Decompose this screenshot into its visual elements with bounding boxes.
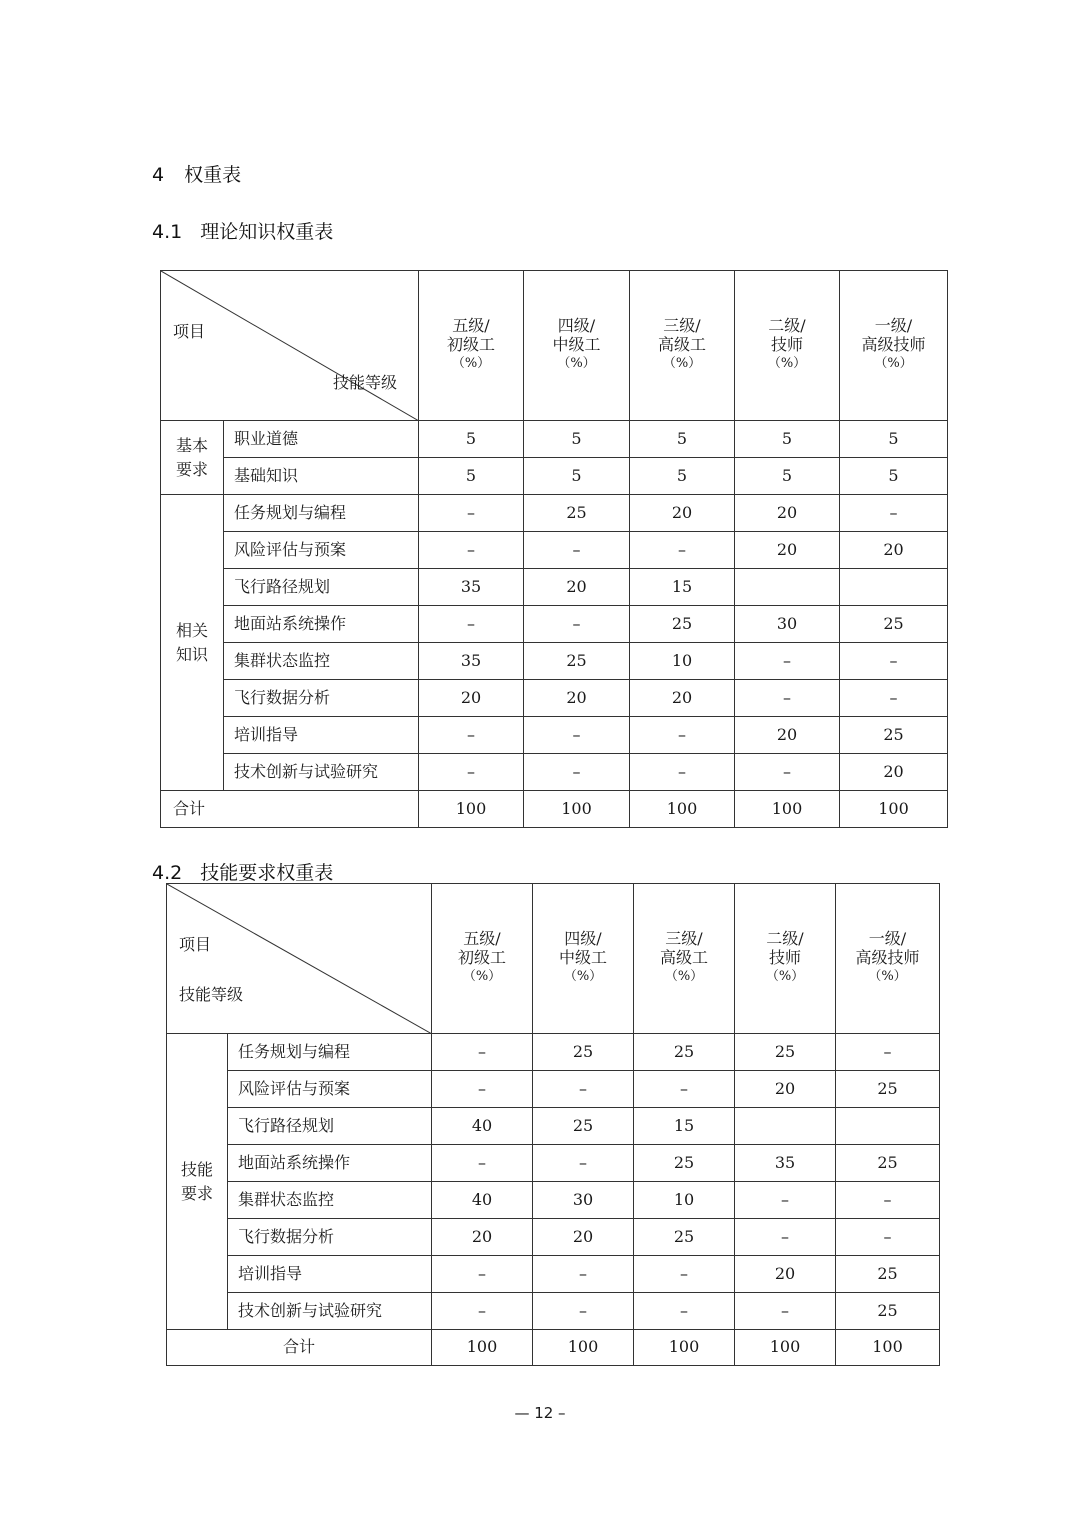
cell-value: 20 — [735, 532, 840, 569]
row-label: 飞行数据分析 — [224, 680, 419, 717]
cell-value: – — [735, 1219, 836, 1256]
cell-value: 5 — [630, 421, 735, 458]
cell-value: 25 — [524, 495, 630, 532]
cell-value: – — [735, 680, 840, 717]
cell-value: – — [419, 532, 524, 569]
table-row — [161, 754, 948, 791]
cell-value: 25 — [836, 1256, 940, 1293]
cell-value: 20 — [840, 754, 948, 791]
skill-weight-table — [166, 883, 940, 1366]
table-row — [167, 1071, 940, 1108]
table-row — [167, 1145, 940, 1182]
total-value: 100 — [735, 1330, 836, 1366]
cell-value: 20 — [735, 717, 840, 754]
row-label: 基础知识 — [224, 458, 419, 495]
cell-value — [735, 1108, 836, 1145]
cell-value: – — [419, 754, 524, 791]
cell-value: 25 — [533, 1108, 634, 1145]
table-row — [167, 1108, 940, 1145]
cell-value: – — [432, 1256, 533, 1293]
cell-value: 25 — [836, 1145, 940, 1182]
level-header: 四级/ 中级工 （%） — [533, 884, 634, 1034]
table-row — [167, 1256, 940, 1293]
total-row — [167, 1330, 940, 1366]
cell-value: 30 — [735, 606, 840, 643]
table-row — [161, 532, 948, 569]
theory-weight-table — [160, 270, 948, 828]
table-row — [167, 1293, 940, 1330]
corner-level-label: 技能等级 — [179, 985, 244, 1004]
level-header: 一级/ 高级技师 （%） — [836, 884, 940, 1034]
cell-value: – — [533, 1256, 634, 1293]
cell-value: – — [432, 1293, 533, 1330]
group-skill-requirements: 技能 要求 — [167, 1034, 228, 1330]
cell-value: 40 — [432, 1182, 533, 1219]
level-header: 一级/ 高级技师 （%） — [840, 271, 948, 421]
total-value: 100 — [735, 791, 840, 828]
cell-value: 35 — [419, 643, 524, 680]
cell-value: 5 — [419, 458, 524, 495]
theory-table-number: 4.1 — [152, 221, 183, 243]
total-value: 100 — [634, 1330, 735, 1366]
table-row — [161, 421, 948, 458]
row-label: 地面站系统操作 — [228, 1145, 432, 1182]
cell-value: – — [432, 1145, 533, 1182]
table-row — [161, 643, 948, 680]
cell-value: 10 — [630, 643, 735, 680]
cell-value: 20 — [524, 680, 630, 717]
cell-value: – — [524, 754, 630, 791]
group-related-knowledge: 相关 知识 — [161, 495, 224, 791]
cell-value: 5 — [735, 458, 840, 495]
row-label: 技术创新与试验研究 — [228, 1293, 432, 1330]
cell-value: – — [419, 495, 524, 532]
cell-value: – — [524, 532, 630, 569]
cell-value: – — [634, 1256, 735, 1293]
cell-value: 10 — [634, 1182, 735, 1219]
cell-value: 20 — [524, 569, 630, 606]
cell-value: 35 — [735, 1145, 836, 1182]
row-label: 任务规划与编程 — [228, 1034, 432, 1071]
cell-value: 25 — [836, 1071, 940, 1108]
cell-value — [836, 1108, 940, 1145]
row-label: 职业道德 — [224, 421, 419, 458]
cell-value — [735, 569, 840, 606]
cell-value: 5 — [840, 458, 948, 495]
cell-value: 40 — [432, 1108, 533, 1145]
level-header: 四级/ 中级工 （%） — [524, 271, 630, 421]
cell-value: 20 — [630, 680, 735, 717]
total-value: 100 — [840, 791, 948, 828]
cell-value: – — [419, 717, 524, 754]
total-value: 100 — [533, 1330, 634, 1366]
cell-value: 25 — [630, 606, 735, 643]
cell-value: 20 — [840, 532, 948, 569]
cell-value: – — [840, 680, 948, 717]
corner-diagonal — [167, 884, 432, 1034]
cell-value: – — [432, 1071, 533, 1108]
skill-table-heading — [152, 858, 333, 885]
header-corner — [167, 884, 432, 1034]
table-row — [161, 495, 948, 532]
table-row — [161, 606, 948, 643]
cell-value: – — [735, 643, 840, 680]
level-header: 五级/ 初级工 （%） — [432, 884, 533, 1034]
row-label: 培训指导 — [228, 1256, 432, 1293]
table-row — [167, 1034, 940, 1071]
cell-value: 20 — [735, 495, 840, 532]
cell-value: – — [419, 606, 524, 643]
table-row — [161, 717, 948, 754]
cell-value: 25 — [634, 1034, 735, 1071]
table-row — [161, 458, 948, 495]
cell-value: 25 — [735, 1034, 836, 1071]
table-row — [167, 1182, 940, 1219]
cell-value: 25 — [524, 643, 630, 680]
cell-value: 15 — [634, 1108, 735, 1145]
row-label: 飞行数据分析 — [228, 1219, 432, 1256]
total-value: 100 — [630, 791, 735, 828]
section-number: 4 — [152, 164, 165, 186]
section-title: 权重表 — [184, 164, 242, 186]
row-label: 飞行路径规划 — [228, 1108, 432, 1145]
skill-table-title: 技能要求权重表 — [200, 862, 334, 884]
cell-value: – — [533, 1145, 634, 1182]
cell-value: – — [630, 532, 735, 569]
cell-value: 15 — [630, 569, 735, 606]
cell-value: 35 — [419, 569, 524, 606]
cell-value: – — [630, 754, 735, 791]
cell-value: – — [735, 1293, 836, 1330]
skill-table-number: 4.2 — [152, 862, 183, 884]
cell-value: – — [634, 1071, 735, 1108]
cell-value: 5 — [524, 421, 630, 458]
cell-value: 20 — [630, 495, 735, 532]
cell-value: 20 — [419, 680, 524, 717]
corner-item-label: 项目 — [173, 322, 206, 341]
cell-value: – — [634, 1293, 735, 1330]
row-label: 地面站系统操作 — [224, 606, 419, 643]
cell-value: – — [840, 495, 948, 532]
row-label: 任务规划与编程 — [224, 495, 419, 532]
cell-value: – — [432, 1034, 533, 1071]
cell-value: 30 — [533, 1182, 634, 1219]
total-label: 合计 — [161, 791, 419, 828]
cell-value: – — [533, 1071, 634, 1108]
cell-value: – — [836, 1219, 940, 1256]
cell-value: 25 — [634, 1219, 735, 1256]
cell-value: 25 — [533, 1034, 634, 1071]
total-value: 100 — [836, 1330, 940, 1366]
theory-table-heading — [152, 217, 333, 244]
cell-value: – — [735, 1182, 836, 1219]
level-header: 二级/ 技师 （%） — [735, 271, 840, 421]
page-number: — 12 – — [514, 1404, 566, 1422]
cell-value: 5 — [630, 458, 735, 495]
row-label: 培训指导 — [224, 717, 419, 754]
theory-table-title: 理论知识权重表 — [200, 221, 334, 243]
section-heading — [152, 160, 241, 187]
cell-value: 5 — [419, 421, 524, 458]
cell-value: – — [524, 717, 630, 754]
level-header: 三级/ 高级工 （%） — [634, 884, 735, 1034]
table-row — [167, 1219, 940, 1256]
cell-value: 25 — [836, 1293, 940, 1330]
cell-value: – — [836, 1182, 940, 1219]
total-value: 100 — [419, 791, 524, 828]
cell-value: 20 — [735, 1256, 836, 1293]
cell-value: – — [735, 754, 840, 791]
corner-diagonal — [161, 271, 419, 421]
total-value: 100 — [524, 791, 630, 828]
total-row — [161, 791, 948, 828]
cell-value: – — [836, 1034, 940, 1071]
row-label: 飞行路径规划 — [224, 569, 419, 606]
cell-value: 5 — [524, 458, 630, 495]
cell-value — [840, 569, 948, 606]
cell-value: 25 — [634, 1145, 735, 1182]
total-value: 100 — [432, 1330, 533, 1366]
cell-value: – — [533, 1293, 634, 1330]
level-header: 三级/ 高级工 （%） — [630, 271, 735, 421]
table-row — [161, 680, 948, 717]
row-label: 技术创新与试验研究 — [224, 754, 419, 791]
cell-value: – — [524, 606, 630, 643]
corner-level-label: 技能等级 — [333, 373, 398, 392]
corner-item-label: 项目 — [179, 935, 212, 954]
cell-value: 20 — [533, 1219, 634, 1256]
row-label: 风险评估与预案 — [224, 532, 419, 569]
cell-value: 5 — [840, 421, 948, 458]
cell-value: 25 — [840, 606, 948, 643]
total-label: 合计 — [167, 1330, 432, 1366]
table-row — [161, 569, 948, 606]
cell-value: 5 — [735, 421, 840, 458]
level-header: 二级/ 技师 （%） — [735, 884, 836, 1034]
cell-value: 20 — [735, 1071, 836, 1108]
row-label: 集群状态监控 — [224, 643, 419, 680]
cell-value: 20 — [432, 1219, 533, 1256]
row-label: 集群状态监控 — [228, 1182, 432, 1219]
cell-value: – — [630, 717, 735, 754]
header-corner — [161, 271, 419, 421]
cell-value: 25 — [840, 717, 948, 754]
cell-value: – — [840, 643, 948, 680]
level-header: 五级/ 初级工 （%） — [419, 271, 524, 421]
group-basic-requirements: 基本 要求 — [161, 421, 224, 495]
row-label: 风险评估与预案 — [228, 1071, 432, 1108]
